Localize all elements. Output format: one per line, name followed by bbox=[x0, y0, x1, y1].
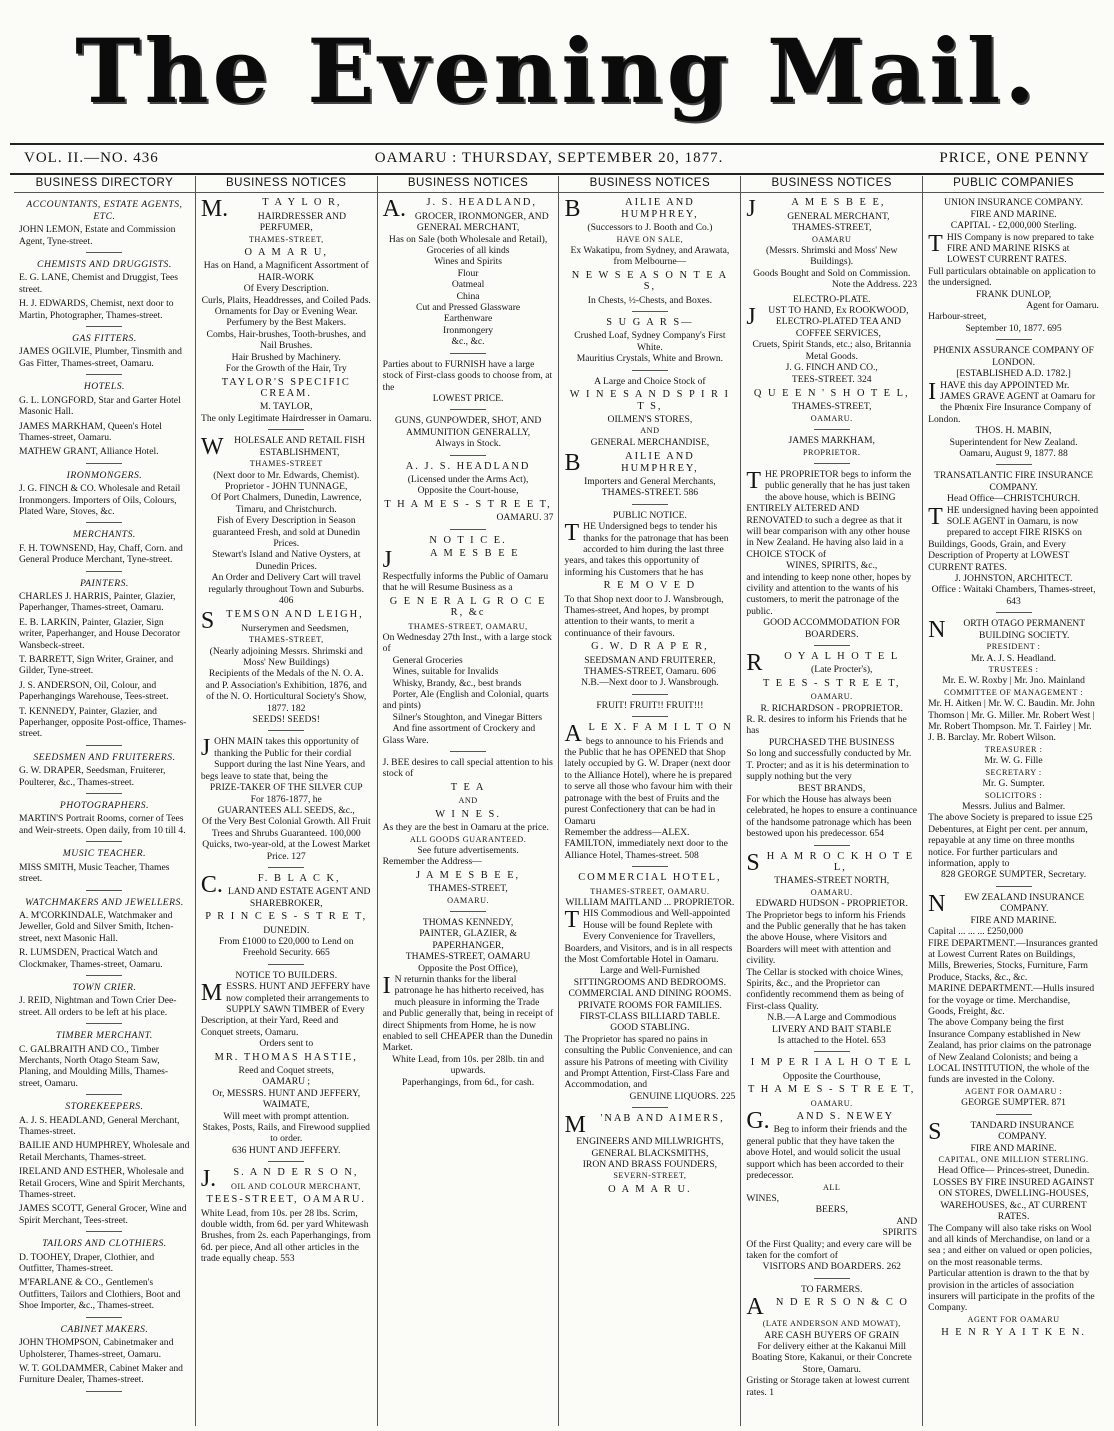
directory-entry: CHARLES J. HARRIS, Painter, Glazier, Paperhanger, Thames-street, Oamaru. bbox=[19, 590, 176, 614]
list-item: Earthenware bbox=[443, 313, 493, 325]
directory-category: TAILORS AND CLOTHIERS. bbox=[42, 1238, 167, 1250]
directory-entry: W. T. GOLDAMMER, Cabinet Maker and Furniture Dealer, Thames-street. bbox=[19, 1362, 183, 1386]
ad-james-bee-merchant: J A M E S B E E, GENERAL MERCHANT, THAMES-STREET, OAMARU (Messrs. Shrimski and Moss' New Buildings). Goods Bought and Sold on Commission. Note the Address. 223 bbox=[746, 196, 918, 291]
directory-entry: JAMES SCOTT, General Grocer, Wine and Spirit Merchant, Tees-street. bbox=[19, 1203, 187, 1226]
directory-entry: JOHN LEMON, Estate and Commission Agent, Tyne-street. bbox=[19, 224, 176, 247]
volume-number: VOL. II.—NO. 436 bbox=[24, 150, 159, 166]
list-item: &c., &c. bbox=[451, 336, 485, 348]
directory-category: STOREKEEPERS. bbox=[65, 1101, 144, 1113]
ad-fish-establishment: W HOLESALE AND RETAIL FISH ESTABLISHMENT, THAMES-STREET (Next door to Mr. Edwards, Chemist). Proprietor - JOHN TUNNAGE, Of Port Chalmers, Dunedin, Lawrence, Timaru, and Christchurch. Fish of Every Description in Season guaranteed Fresh, and sold at Dunedin Prices. Stewart's Island and Native Oysters, at Dunedin Prices. An Order and Delivery Cart will travel regularly throughout Town and Suburbs. 406 bbox=[200, 434, 365, 606]
directory-entry: E. G. LANE, Chemist and Druggist, Tees street. bbox=[19, 272, 179, 295]
ad-standard-insurance: S TANDARD INSURANCE COMPANY. FIRE AND MARINE. CAPITAL, ONE MILLION STERLING. Head Office— Princes-street, Dunedin. LOSSES BY FIRE INSURED AGAINST ON STORES, DWELLING-HOUSES, WAREHOUSES, &c., AT CURRENT RATES. The Company will also take risks on Wool and all kinds of Merchandise, on land or a sea ; and either on valued or open policies, on the most reasonable terms. Particular attention is drawn to the that by provision in the articles of association insurers will participate in the profits of the Company. AGENT FOR OAMARU H E N R Y A I T K E N. bbox=[928, 1118, 1095, 1339]
list-item: Groceries of all kinds bbox=[426, 245, 510, 257]
ad-commercial-hotel: COMMERCIAL HOTEL, THAMES-STREET, OAMARU. WILLIAM MAITLAND ... PROPRIETOR. T HIS Commodious and Well-appointed House will be found Replete with Every Convenience for Travellers, Boarders, and Visitors, and is in all respects the Most Comfortable Hotel in Oamaru. Large and Well-Furnished SITTINGROOMS AND BEDROOMS. COMMERCIAL AND DINING ROOMS. PRIVATE ROOMS FOR FAMILIES. FIRST-CLASS BILLIARD TABLE. GOOD STABLING. The Proprietor has spared no pains in consulting the Public Convenience, and can assure his Patrons of meeting with Civility and Prompt Attention, First-Class Fare and Accommodation, and GENUINE LIQUORS. 225 bbox=[564, 872, 736, 1102]
directory-entry: J. G. FINCH & CO. Wholesale and Retail Ironmongers. Importers of Oils, Colours, Plated Ware, Stoves, &c. bbox=[19, 483, 181, 517]
ad-royal-hotel: R O Y A L H O T E L (Late Procter's), T E E S - S T R E E T, OAMARU. R. RICHARDSON - PROPRIETOR. R. R. desires to inform his Friends that he has PURCHASED THE BUSINESS So long and successfully conducted by Mr. T. Procter; and as it is his determination to supply nothing but the very BEST BRANDS, For which the House has always been celebrated, he hopes to ensure a continuance of the handsome patronage which has been bestowed upon his predecessor. 654 bbox=[746, 650, 918, 840]
directory-entry: D. TOOHEY, Draper, Clothier, and Outfitter, Thames-street. bbox=[19, 1251, 155, 1275]
list-item: China bbox=[456, 290, 480, 302]
columns bbox=[14, 176, 1104, 1426]
list-item: Cut and Pressed Glassware bbox=[415, 302, 521, 314]
ad-queens-hotel: Q U E E N ' S H O T E L, THAMES-STREET, OAMARU. JAMES MARKHAM, PROPRIETOR. T HE PROPRIETOR begs to inform the public generally that he has just taken the above house, which is BEING ENTIRELY ALTERED AND RENOVATED to such a degree as that it will bear comparison with any other house in New Zealand. He having also laid in a CHOICE STOCK of WINES, SPIRITS, &c., and intending to keep none other, hopes by civility and attention to the wants of his customers, to merit the patronage of the public. GOOD ACCOMMODATION FOR BOARDERS. bbox=[746, 387, 912, 640]
ad-john-main: J OHN MAIN takes this opportunity of thanking the Public for their cordial Support during the last Nine Years, and begs leave to state that, being the PRIZE-TAKER OF THE SILVER CUP For 1876-1877, he GUARANTEES ALL SEEDS, &c., Of the Very Best Colonial Growth. All Fruit Trees and Shrubs Guaranteed. 100,000 Quicks, two-year-old, at the Lowest Market Price. 127 bbox=[200, 735, 371, 862]
column-business-notices-3 bbox=[559, 176, 741, 1426]
directory-category: HOTELS. bbox=[83, 381, 125, 393]
ad-thomas-kennedy: THOMAS KENNEDY, PAINTER, GLAZIER, & PAPERHANGER, THAMES-STREET, OAMARU Opposite the Post Office), I N returnin thanks for the liberal patronage he has hitherto received, has much pleasure in informing the Trade and Public generally that, being in receipt of direct Shipments from Home, he is now enabled to sell CHEAPER than the Dunedin Market. White Lead, from 10s. per 28lb. tin and upwards. Paperhangings, from 6d., for cash. bbox=[382, 916, 554, 1088]
separator bbox=[86, 1094, 122, 1095]
list-item: Whisky, Brandy, &c., best brands bbox=[392, 677, 522, 689]
ad-union-insurance: UNION INSURANCE COMPANY. FIRE AND MARINE. CAPITAL - £2,000,000 Sterling. T HIS Company is now prepared to take FIRE AND MARINE RISKS at LOWEST CURRENT RATES. Full particulars obtainable on application to the undersigned. FRANK DUNLOP, Agent for Oamaru. Harbour-street, September 10, 1877. 695 bbox=[928, 197, 1099, 334]
directory-category: TIMBER MERCHANT. bbox=[56, 1030, 153, 1042]
directory-category: GAS FITTERS. bbox=[72, 333, 137, 345]
ad-mnab-aimers: M 'NAB AND AIMERS, ENGINEERS AND MILLWRIGHTS, GENERAL BLACKSMITHS, IRON AND BRASS FOUNDERS, SEVERN-STREET, O A M A R U. bbox=[564, 1112, 725, 1195]
directory-category: CABINET MAKERS. bbox=[60, 1323, 149, 1335]
list-item: Flour bbox=[457, 267, 479, 279]
ad-headland: A. J. S. HEADLAND, GROCER, IRONMONGER, AND GENERAL MERCHANT, Has on Sale (both Wholesale and Retail), Groceries of all kinds Wines and Spirits Flour Oatmeal China Cut and Pressed Glassware Earthenware Ironmongery &c., &c. Parties about to FURNISH have a large stock of First-class goods to choose from, at the LOWEST PRICE. GUNS, GUNPOWDER, SHOT, AND AMMUNITION GENERALLY, Always in Stock. A. J. S. HEADLAND (Licensed under the Arms Act), Opposite the Court-house, T H A M E S - S T R E E T, OAMARU. 37 bbox=[382, 196, 554, 524]
headland-items bbox=[383, 245, 554, 348]
separator bbox=[86, 745, 122, 746]
ad-electro-plate: ELECTRO-PLATE. J UST TO HAND, Ex ROOKWOOD, ELECTRO-PLATED TEA AND COFFEE SERVICES, Cruets, Spirit Stands, etc.; also, Britannia Metal Goods. J. G. FINCH AND CO., TEES-STREET. 324 bbox=[746, 293, 911, 385]
directory-entry: A. M'CORKINDALE, Watchmaker and Jeweller, Gold and Silver Smith, Itchen-street, next Masonic Hall. bbox=[19, 909, 174, 944]
separator bbox=[86, 252, 122, 253]
column-public-companies bbox=[923, 176, 1104, 1426]
separator bbox=[86, 463, 122, 464]
directory-entry: JAMES MARKHAM, Queen's Hotel Thames-street, Oamaru. bbox=[19, 420, 162, 443]
directory-category: PHOTOGRAPHERS. bbox=[59, 800, 149, 812]
ad-james-bee-notice: N O T I C E. J A M E S B E E Respectfully informs the Public of Oamaru that he will Resume Business as a G E N E R A L G R O C E R, &c THAMES-STREET, OAMARU, On Wednesday 27th Inst., with a large stock of General Groceries Wines, suitable for Invalids Whisky, Brandy, &c., best brands Porter, Ale (English and Colonial, quarts and pints) Silner's Stoughton, and Vinegar Bitters And fine assortment of Crockery and Glass Ware. J. BEE desires to call special attention to his stock of T E A AND W I N E S. As they are the best in Oamaru at the price. ALL GOODS GUARANTEED. See future advertisements. Remember the Address— J A M E S B E E, THAMES-STREET, OAMARU. bbox=[382, 534, 553, 905]
ad-anderson-oil: J. S. A N D E R S O N, OIL AND COLOUR MERCHANT, TEES-STREET, OAMARU. White Lead, from 10s. per 28 lbs. Scrim, double width, from 6d. per yard Whitewash Brushes, from 2s. each Paperhangings, from 6d. per piece, And all other articles in the trade equally cheap. 553 bbox=[200, 1166, 371, 1265]
ad-taylor: M. T A Y L O R, HAIRDRESSER AND PERFUMER, THAMES-STREET, O A M A R U, Has on Hand, a Magnificent Assortment of HAIR-WORK Of Every Description. Curls, Plaits, Headdresses, and Coiled Pads. Ornaments for Day or Evening Wear. Perfumery by the Best Makers. Combs, Hair-brushes, Tooth-brushes, and Nail Brushes. Hair Brushed by Machinery. For the Growth of the Hair, Try TAYLOR'S SPECIFIC CREAM. M. TAYLOR, The only Legitimate Hairdresser in Oamaru. bbox=[200, 196, 372, 424]
ad-north-otago-building-society: N ORTH OTAGO PERMANENT BUILDING SOCIETY. PRESIDENT : Mr. A. J. S. Headland. TRUSTEES : Mr. E. W. Roxby | Mr. Jno. Mainland COMMITTEE OF MANAGEMENT : Mr. H. Aitken | Mr. W. C. Baudin. Mr. John Thomson | Mr. G. Miller. Mr. Robert West | Mr. Robert Thompson. Mr. T. Fairley | Mr. J. B. Barclay. Mr. Robert Wilson. TREASURER : Mr. W. G. Fille SECRETARY : Mr. G. Sumpter. SOLICITORS : Messrs. Julius and Balmer. The above Society is prepared to issue £25 Debentures, at Eight per cent. per annum, repayable at any time on three months notice. For further particulars and information, apply to 828 GEORGE SUMPTER, Secretary. bbox=[928, 617, 1095, 881]
place-and-date: OAMARU : THURSDAY, SEPTEMBER 20, 1877. bbox=[374, 150, 724, 166]
column-heading: BUSINESS NOTICES bbox=[559, 176, 740, 193]
column-heading: PUBLIC COMPANIES bbox=[923, 176, 1104, 193]
directory-entry: MARTIN'S Portrait Rooms, corner of Tees and Weir-streets. Open daily, from 10 till 4. bbox=[19, 813, 186, 836]
separator bbox=[86, 1391, 122, 1392]
price: PRICE, ONE PENNY bbox=[939, 150, 1090, 166]
list-item: Porter, Ale (English and Colonial, quarts and pints) bbox=[382, 689, 549, 712]
separator bbox=[86, 793, 122, 794]
directory-entry: G. W. DRAPER, Seedsman, Fruiterer, Poulterer, &c., Thames-street. bbox=[19, 765, 166, 788]
directory-entry: J. REID, Nightman and Town Crier Dee-street. All orders to be left at his place. bbox=[19, 995, 177, 1018]
ad-new-zealand-insurance: N EW ZEALAND INSURANCE COMPANY. FIRE AND MARINE. Capital ... ... ... £250,000 FIRE DEPARTMENT.—Insurances granted at Lowest Current Rates on Buildings, Mills, Breweries, Stocks, Furniture, Farm Produce, Stacks, &c., &c. MARINE DEPARTMENT.—Hulls insured for the voyage or time. Merchandise, Goods, Freight, &c. The above Company being the first Insurance Company established in New Zealand, has prior claims on the patronage of New Zealand Colonists; and being a LOCAL INSTITUTION, the whole of the funds are invested in the Colony. AGENT FOR OAMARU : GEORGE SUMPTER. 871 bbox=[928, 890, 1098, 1109]
list-item: And fine assortment of Crockery and Glass Ware. bbox=[382, 723, 536, 746]
directory-entry: M'FARLANE & CO., Gentlemen's Outfitters, Tailors and Clothiers, Boot and Shoe Importer, &c., Thames-street. bbox=[19, 1277, 181, 1312]
column-business-notices-1 bbox=[196, 176, 378, 1426]
directory-entry: MATHEW GRANT, Alliance Hotel. bbox=[19, 446, 159, 458]
directory-category: CHEMISTS AND DRUGGISTS. bbox=[37, 259, 172, 271]
ad-alex-familton: A L E X. F A M I L T O N begs to announce to his Friends and the Public that he has OPENED that Shop lately occupied by G. W. Draper (next door to the Alliance Hotel), where he is prepared to serve all those who favour him with their patronage with the best of Fruits and the purest Confectionery that can be had in Oamaru Remember the address—ALEX. FAMILTON, immediately next door to the Alliance Hotel, Thames-street. 508 bbox=[564, 721, 733, 861]
column-heading: BUSINESS NOTICES bbox=[378, 176, 559, 193]
directory-entry: JAMES OGILVIE, Plumber, Tinsmith and Gas Fitter, Thames-street, Oamaru. bbox=[19, 346, 182, 369]
top-rule bbox=[10, 143, 1104, 145]
dateline-rule bbox=[10, 173, 1104, 175]
list-item: Oatmeal bbox=[451, 279, 485, 291]
ad-bailie-humphrey: B AILIE AND HUMPHREY, (Successors to J. Booth and Co.) HAVE ON SALE, Ex Wakatipu, from Sydney, and Arawata, from Melbourne— N E W S E A S O N T E A S, In Chests, ½-Chests, and Boxes. S U G A R S— Crushed Loaf, Sydney Company's First White. Mauritius Crystals, White and Brown. A Large and Choice Stock of W I N E S A N D S P I R I T S, OILMEN'S STORES, AND GENERAL MERCHANDISE, bbox=[564, 196, 731, 448]
directory-entry: MISS SMITH, Music Teacher, Thames street. bbox=[19, 861, 170, 885]
separator bbox=[86, 374, 122, 375]
separator bbox=[86, 841, 122, 842]
directory-category: TOWN CRIER. bbox=[72, 981, 137, 993]
directory-entry: T. KENNEDY, Painter, Glazier, and Paperhanger, opposite Post-office, Thames-street. bbox=[19, 705, 187, 740]
separator bbox=[86, 571, 122, 572]
directory-list bbox=[19, 199, 190, 1391]
column-heading: BUSINESS DIRECTORY bbox=[14, 176, 195, 193]
directory-category: MERCHANTS. bbox=[72, 529, 136, 541]
column-heading: BUSINESS NOTICES bbox=[741, 176, 922, 193]
directory-category: MUSIC TEACHER. bbox=[62, 848, 147, 860]
directory-category: SEEDSMEN AND FRUITERERS. bbox=[33, 751, 176, 763]
masthead bbox=[0, 0, 1114, 142]
directory-entry: F. H. TOWNSEND, Hay, Chaff, Corn. and General Produce Merchant, Tyne-street. bbox=[19, 542, 183, 566]
directory-category: WATCHMAKERS AND JEWELLERS. bbox=[25, 896, 184, 908]
ad-transatlantic-insurance: TRANSATLANTIC FIRE INSURANCE COMPANY. Head Office—CHRISTCHURCH. T HE undersigned having been appointed SOLE AGENT in Oamaru, is now prepared to accept FIRE RISKS on Buildings, Goods, Grain, and Every Description of Property at LOWEST CURRENT RATES. J. JOHNSTON, ARCHITECT. Office : Waitaki Chambers, Thames-street, 643 bbox=[928, 470, 1099, 607]
directory-category: ACCOUNTANTS, ESTATE AGENTS, ETC. bbox=[26, 199, 183, 222]
ad-phoenix-assurance: PHŒNIX ASSURANCE COMPANY OF LONDON. [ESTABLISHED A.D. 1782.] I HAVE this day APPOINTED Mr. JAMES GRAVE AGENT at Oamaru for the Phœnix Fire Insurance Company of London. THOS. H. MABIN, Superintendent for New Zealand. Oamaru, August 9, 1877. 88 bbox=[928, 345, 1096, 459]
column-business-notices-2 bbox=[378, 176, 560, 1426]
directory-entry: G. L. LONGFORD, Star and Garter Hotel Masonic Hall. bbox=[19, 394, 181, 418]
list-item: Wines, suitable for Invalids bbox=[392, 666, 499, 678]
separator bbox=[86, 522, 122, 523]
ad-shamrock-hotel: S H A M R O C K H O T E L, THAMES-STREET NORTH, OAMARU. EDWARD HUDSON - PROPRIETOR. The Proprietor begs to inform his Friends and the Public generally that he has taken the above House, where Visitors and Boarders will meet with attention and civility. The Cellar is stocked with choice Wines, Spirits, &c., and the Proprietor can confidently recommend them as being of First-class Quality. N.B.—A Large and Commodious LIVERY AND BAIT STABLE Is attached to the Hotel. 653 bbox=[746, 849, 915, 1047]
list-item: Ironmongery bbox=[443, 324, 494, 336]
separator bbox=[86, 326, 122, 327]
column-heading: BUSINESS NOTICES bbox=[196, 176, 377, 193]
separator bbox=[86, 1231, 122, 1232]
directory-entry: BAILIE AND HUMPHREY, Wholesale and Retail Merchants, Thames-street. bbox=[19, 1140, 190, 1163]
ad-to-farmers: TO FARMERS. A N D E R S O N & C O (LATE ANDERSON AND MOWAT), ARE CASH BUYERS OF GRAIN For delivery either at the Kakanui Mill Boating Store, Kakanui, or their Concrete Store, Oamaru. Gristing or Storage taken at lowest current rates. 1 bbox=[746, 1283, 912, 1398]
list-item: Wines and Spirits bbox=[434, 256, 502, 268]
separator bbox=[86, 975, 122, 976]
directory-entry: T. BARRETT, Sign Writer, Grainer, and Gilder, Tyne-street. bbox=[19, 654, 174, 677]
directory-entry: J. S. ANDERSON, Oil, Colour, and Paperhangings Warehouse, Tees-street. bbox=[19, 679, 169, 703]
directory-entry: JOHN THOMPSON, Cabinetmaker and Upholsterer, Thames-street, Oamaru. bbox=[19, 1337, 174, 1360]
ad-notice-to-builders: NOTICE TO BUILDERS. M ESSRS. HUNT AND JEFFERY have now completed their arrangements to SUPPLY SAWN TIMBER of Every Description, at their Yard, Reed and Conquet streets, Oamaru. Orders sent to MR. THOMAS HASTIE, Reed and Coquet streets, OAMARU ; Or, MESSRS. HUNT AND JEFFERY, WAIMATE, Will meet with prompt attention. Stakes, Posts, Rails, and Firewood supplied to order. 636 HUNT AND JEFFERY. bbox=[200, 969, 370, 1156]
directory-entry: H. J. EDWARDS, Chemist, next door to Martin, Photographer, Thames-street. bbox=[19, 298, 174, 321]
directory-category: PAINTERS. bbox=[80, 577, 129, 589]
ad-bailie-humphrey-importers: B AILIE AND HUMPHREY, Importers and General Merchants, THAMES-STREET. 586 bbox=[564, 450, 716, 499]
directory-category: IRONMONGERS. bbox=[66, 469, 143, 481]
bee-items bbox=[383, 655, 554, 746]
column-business-directory bbox=[14, 176, 196, 1426]
newspaper-title: The Evening Mail. bbox=[75, 19, 1039, 123]
ad-stemson-leigh: S TEMSON AND LEIGH, Nurserymen and Seedsmen, THAMES-STREET, (Nearly adjoining Messrs. Shrimski and Moss' New Buildings) Recipients of the Medals of the N. O. A. and P. Association's Exhibition, 1876, and of the N. O. Horticultural Society's Show, 1877. 182 SEEDS! SEEDS! bbox=[200, 608, 367, 726]
separator bbox=[86, 1317, 122, 1318]
directory-entry: A. J. S. HEADLAND, General Merchant, Thames-street. bbox=[19, 1114, 180, 1137]
dateline bbox=[24, 150, 1090, 172]
directory-entry: R. LUMSDEN, Practical Watch and Clockmaker, Thames-street, Oamaru. bbox=[19, 947, 163, 970]
ad-black: C. F. B L A C K, LAND AND ESTATE AGENT AND SHAREBROKER, P R I N C E S - S T R E T, DUNEDIN. From £1000 to £20,000 to Lend on Freehold Security. 665 bbox=[200, 871, 371, 959]
separator bbox=[86, 1023, 122, 1024]
ad-imperial-hotel: I M P E R I A L H O T E L Opposite the Courthouse, T H A M E S - S T R E E T, OAMARU. G. AND S. NEWEY Beg to inform their friends and the general public that they have taken the above Hotel, and would solicit the usual support which has been accorded to their predecessor. ALL WINES, BEERS, AND SPIRITS Of the First Quality; and every care will be taken for the comfort of VISITORS AND BOARDERS. 262 bbox=[746, 1057, 918, 1273]
list-item: General Groceries bbox=[392, 654, 463, 666]
directory-entry: C. GALBRAITH AND CO., Timber Merchants, North Otago Steam Saw, Planing, and Moulding Mills, Thames-street, Oamaru. bbox=[19, 1043, 169, 1089]
separator bbox=[86, 890, 122, 891]
list-item: Silner's Stoughton, and Vinegar Bitters bbox=[392, 711, 543, 723]
ad-public-notice-draper: PUBLIC NOTICE. T HE Undersigned begs to tender his thanks for the patronage that has been accorded to him during the last three years, and takes this opportunity of informing his Customers that he has R E M O V E D To that Shop next door to J. Wansbrough, Thames-street, And hopes, by prompt attention to their wants, to merit a continuance of their favours. G. W. D R A P E R, SEEDSMAN AND FRUITERER, THAMES-STREET, Oamaru. 606 N.B.—Next door to J. Wansbrough. FRUIT! FRUIT!! FRUIT!!! bbox=[564, 509, 729, 711]
directory-entry: IRELAND AND ESTHER, Wholesale and Retail Grocers, Wine and Spirit Merchants, Thames-street. bbox=[19, 1166, 185, 1201]
directory-entry: E. B. LARKIN, Painter, Glazier, Sign writer, Paperhanger, and House Decorator Wansbeck-street. bbox=[19, 616, 181, 651]
column-business-notices-4 bbox=[741, 176, 923, 1426]
